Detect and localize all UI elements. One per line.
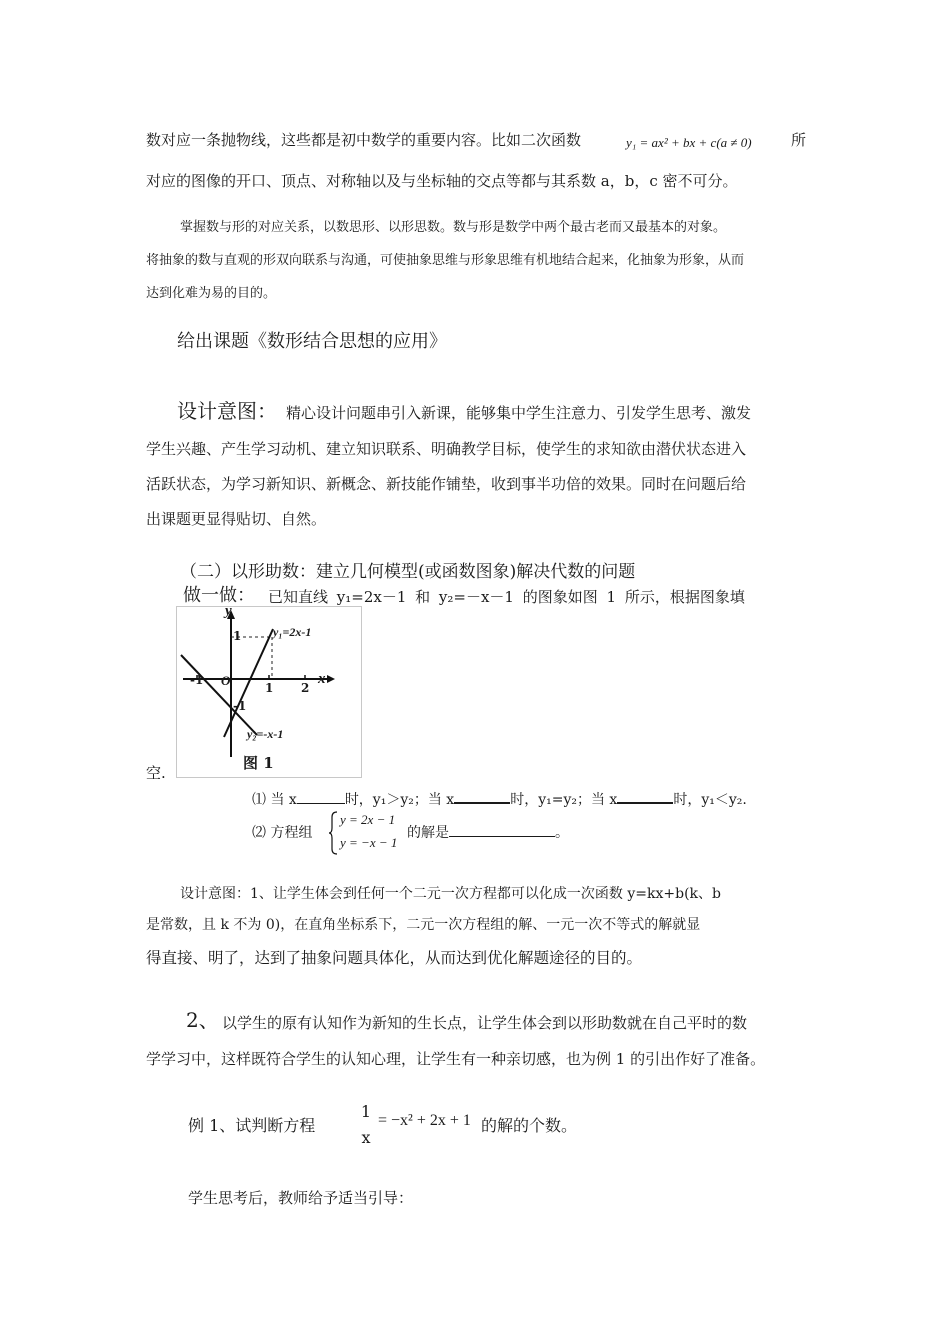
figure-1 — [176, 603, 362, 778]
tick-label-ym1: -1 — [233, 699, 247, 713]
tick-label-x1: 1 — [265, 681, 274, 695]
q2-end: 。 — [555, 825, 569, 841]
brace-icon — [328, 811, 338, 855]
section2-heading: （二）以形助数：建立几何模型(或函数图象)解决代数的问题 — [180, 562, 636, 582]
para2-line3: 达到化难为易的目的。 — [146, 286, 277, 301]
tick-label-y1: 1 — [233, 629, 242, 643]
axis-label-x: x — [318, 671, 326, 687]
q1-part-c: 时，y₁=y₂；当 x — [510, 792, 618, 808]
x-axis-arrow-icon — [327, 675, 335, 683]
frac-numerator: 1 — [360, 1102, 372, 1121]
frac-denominator: x — [361, 1128, 371, 1147]
design1-heading: 设计意图： — [177, 399, 277, 423]
line-y2 — [181, 655, 257, 735]
design1-line4: 出课题更显得贴切、自然。 — [146, 510, 327, 528]
para2-line2: 将抽象的数与直观的形双向联系与沟通，可使抽象思维与形象思维有机地结合起来，化抽象为形象，从而 — [146, 253, 745, 268]
q2-label-row — [252, 822, 312, 842]
guide-text: 学生思考后，教师给予适当引导： — [188, 1189, 414, 1207]
q1-part-b: 时，y₁＞y₂；当 x — [344, 792, 455, 808]
design1-line1: 精心设计问题串引入新课，能够集中学生注意力、引发学生思考、激发 — [286, 404, 752, 422]
q1-part-d: 时，y₁＜y₂. — [673, 792, 747, 808]
para1-line1-end: 所 — [791, 131, 807, 149]
blank-3[interactable] — [617, 789, 673, 804]
question-1 — [252, 789, 747, 809]
design1-line2: 学生兴趣、产生学习动机、建立知识联系、明确教学目标，使学生的求知欲由潜伏状态进入 — [146, 440, 747, 458]
example1-tail: 的解的个数。 — [481, 1116, 578, 1135]
para1-line1 — [146, 129, 581, 150]
origin-label: O — [221, 673, 231, 688]
topic-heading: 给出课题《数形结合思想的应用》 — [177, 331, 447, 352]
doit-label: 做一做： — [183, 585, 255, 606]
point2-line1: 以学生的原有认知作为新知的生长点，让学生体会到以形助数就在自己平时的数 — [222, 1014, 748, 1032]
axis-label-y: y — [225, 603, 232, 619]
q1-number: ⑴ — [252, 792, 266, 808]
para2-line1: 掌握数与形的对应关系，以数思形、以形思数。数与形是数学中两个最古老而又最基本的对象。 — [180, 220, 727, 235]
para1-line2: 对应的图像的开口、顶点、对称轴以及与坐标轴的交点等都与其系数 a，b，c 密不可分。 — [146, 172, 738, 190]
line2-label: y₂=-x-1 — [247, 727, 284, 741]
point2-number: 2、 — [186, 1008, 219, 1032]
design2-line2: 是常数，且 k 不为 0)，在直角坐标系下，二元一次方程组的解、一元一次不等式的解就显 — [146, 917, 701, 933]
quadratic-formula: y₁ = ax² + bx + c(a ≠ 0) — [626, 135, 752, 150]
design2-line1: 设计意图：1、让学生体会到任何一个二元一次方程都可以化成一次函数 y=kx+b(k、b — [180, 886, 721, 902]
blank-4[interactable] — [449, 823, 555, 837]
q2-label: 方程组 — [270, 825, 313, 841]
para1-text: 数对应一条抛物线，这些都是初中数学的重要内容。比如二次函数 — [146, 131, 582, 149]
figure-caption: 图 1 — [243, 754, 274, 772]
q2-tail: 的解是 — [407, 825, 449, 841]
example1-label: 例 1、试判断方程 — [188, 1116, 316, 1135]
tick-label-xm1: -1 — [190, 673, 204, 687]
q1-part-a: 当 x — [270, 792, 297, 808]
blank-1[interactable] — [297, 790, 345, 804]
design2-line3: 得直接、明了，达到了抽象问题具体化，从而达到优化解题途径的目的。 — [146, 949, 643, 967]
doit-text: 已知直线 y₁=2x－1 和 y₂=－x－1 的图象如图 1 所示，根据图象填 — [268, 588, 745, 606]
blank-2[interactable] — [454, 789, 510, 804]
system-eq1: y = 2x − 1 — [340, 812, 396, 827]
design1-line3: 活跃状态，为学习新知识、新概念、新技能作铺垫，收到事半功倍的效果。同时在问题后给 — [146, 475, 747, 493]
q2-tail-row — [407, 822, 569, 842]
point2-line2: 学学习中，这样既符合学生的认知心理，让学生有一种亲切感，也为例 1 的引出作好了准备。 — [146, 1050, 766, 1068]
line1-label: y₁=2x-1 — [273, 625, 312, 639]
kong-text: 空. — [146, 764, 166, 782]
tick-label-x2: 2 — [301, 681, 310, 695]
q2-number: ⑵ — [252, 825, 266, 841]
system-eq2: y = −x − 1 — [340, 835, 398, 850]
equation-rhs: = −x² + 2x + 1 — [378, 1112, 471, 1129]
